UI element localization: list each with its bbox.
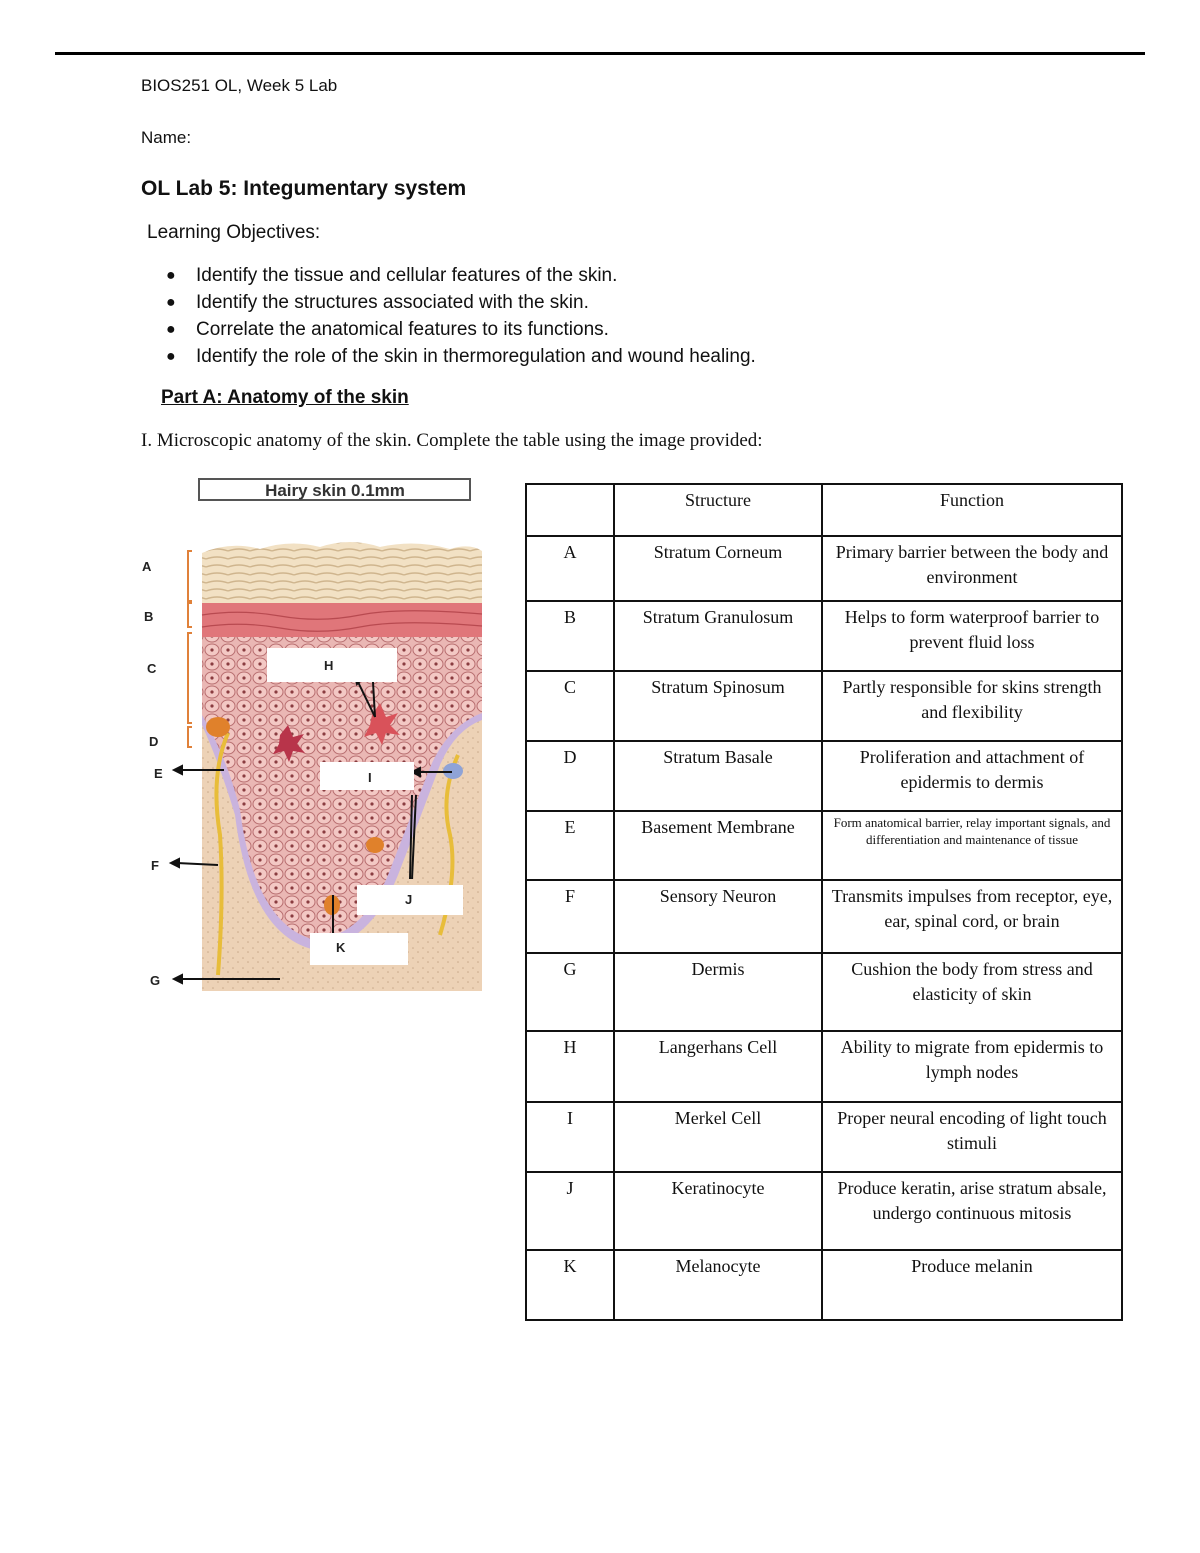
table-row [526,741,1122,811]
label-e: E [154,766,163,781]
row-function: Partly responsible for skins strength and flexibility [822,671,1122,741]
bullet-icon: ● [166,294,176,311]
row-structure: Stratum Spinosum [614,671,822,741]
row-function: Proliferation and attachment of epidermis to dermis [822,741,1122,811]
structure-function-table [525,483,1123,1321]
table-row [526,953,1122,1031]
row-structure: Stratum Basale [614,741,822,811]
table-row [526,811,1122,880]
bracket-b [188,603,192,627]
objective-item [160,262,756,289]
row-function: Transmits impulses from receptor, eye, ear, spinal cord, or brain [822,880,1122,953]
row-letter: B [526,601,614,671]
label-i: I [368,770,372,785]
row-letter: A [526,536,614,601]
label-k: K [336,940,346,955]
row-letter: G [526,953,614,1031]
table-row [526,880,1122,953]
table-row [526,1172,1122,1250]
instruction-text: I. Microscopic anatomy of the skin. Complete the table using the image provided: [141,430,763,451]
objective-text: Identify the role of the skin in thermoregulation and wound healing. [196,346,756,367]
row-function: Proper neural encoding of light touch stimuli [822,1102,1122,1172]
header-cell-function: Function [822,484,1122,536]
row-letter: C [526,671,614,741]
row-letter: E [526,811,614,880]
objective-text: Identify the structures associated with the skin. [196,292,589,313]
stratum-granulosum [202,603,482,637]
table-row [526,536,1122,601]
bullet-icon: ● [166,348,176,365]
course-header: BIOS251 OL, Week 5 Lab [141,76,338,95]
label-j: J [405,892,413,907]
page-title: OL Lab 5: Integumentary system [141,177,467,200]
skin-diagram [140,475,490,1000]
melanocyte [206,717,230,737]
row-structure: Basement Membrane [614,811,822,880]
objectives-list [160,262,756,370]
objective-text: Correlate the anatomical features to its functions. [196,319,609,340]
table-row [526,601,1122,671]
row-letter: F [526,880,614,953]
bullet-icon: ● [166,321,176,338]
label-b: B [144,609,154,624]
row-letter: K [526,1250,614,1320]
row-structure: Merkel Cell [614,1102,822,1172]
header-cell-letter [526,484,614,536]
label-box-i [320,762,414,790]
row-function: Form anatomical barrier, relay important signals, and differentiation and maintenance of tissue [822,811,1122,880]
label-g: G [150,973,161,988]
name-label: Name: [141,128,192,147]
row-structure: Stratum Corneum [614,536,822,601]
row-structure: Langerhans Cell [614,1031,822,1102]
table-row [526,1031,1122,1102]
objective-item [160,289,756,316]
table-row [526,671,1122,741]
bracket-a [188,551,192,601]
table-row [526,1250,1122,1320]
label-f: F [151,858,159,873]
row-structure: Melanocyte [614,1250,822,1320]
figure-caption: Hairy skin 0.1mm [265,481,405,500]
header-cell-structure: Structure [614,484,822,536]
row-function: Primary barrier between the body and environment [822,536,1122,601]
stratum-corneum [202,542,482,603]
row-function: Helps to form waterproof barrier to prevent fluid loss [822,601,1122,671]
section-heading: Part A: Anatomy of the skin [161,387,409,408]
bracket-d [188,727,192,747]
table-row [526,1102,1122,1172]
objective-text: Identify the tissue and cellular features of the skin. [196,265,618,286]
row-letter: I [526,1102,614,1172]
label-box-k [310,933,408,965]
bullet-icon: ● [166,267,176,284]
objective-item [160,343,756,370]
label-h: H [324,658,334,673]
row-function: Produce keratin, arise stratum absale, undergo continuous mitosis [822,1172,1122,1250]
row-function: Cushion the body from stress and elasticity of skin [822,953,1122,1031]
row-structure: Dermis [614,953,822,1031]
row-letter: H [526,1031,614,1102]
label-a: A [142,559,152,574]
label-c: C [147,661,157,676]
table-header-row [526,484,1122,536]
row-structure: Stratum Granulosum [614,601,822,671]
objectives-label: Learning Objectives: [147,222,321,243]
row-function: Ability to migrate from epidermis to lymph nodes [822,1031,1122,1102]
row-letter: J [526,1172,614,1250]
skin-diagram-svg [140,475,490,1000]
bracket-c [188,633,192,723]
row-function: Produce melanin [822,1250,1122,1320]
top-rule [55,52,1145,55]
row-structure: Keratinocyte [614,1172,822,1250]
row-letter: D [526,741,614,811]
objective-item [160,316,756,343]
row-structure: Sensory Neuron [614,880,822,953]
label-d: D [149,734,159,749]
